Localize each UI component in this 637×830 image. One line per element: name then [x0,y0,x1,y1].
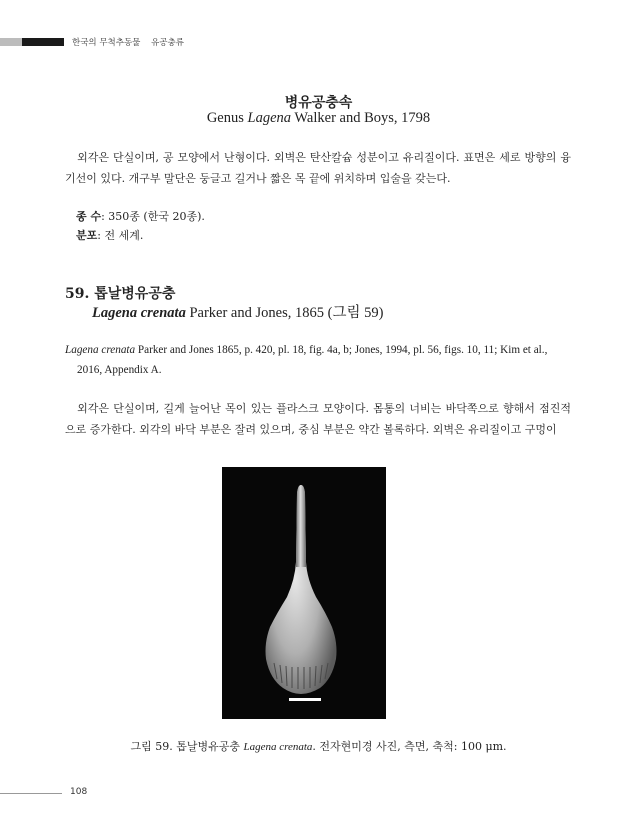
caption-prefix: 그림 59. 톱날병유공충 [130,740,244,753]
distribution-label: 분포 [76,229,98,242]
sem-specimen-illustration [222,467,386,719]
distribution-value: : 전 세계. [97,229,144,242]
species-heading: 59. 톱날병유공충 [65,286,176,302]
species-count [76,207,205,227]
genus-scientific-heading [0,110,637,127]
page-number: 108 [70,787,88,797]
header-bar-dark [22,38,64,46]
header-bar-light [0,38,22,46]
book-title: 한국의 무척추동물 [72,38,141,48]
running-header [72,36,192,48]
caption-suffix: . 전자현미경 사진, 측면, 축척: 100 μm. [312,740,507,753]
ref-line-1: Parker and Jones 1865, p. 420, pl. 18, fig. 4a, b; Jones, 1994, pl. 56, figs. 10, 11; Kim et al., [135,344,548,356]
species-scientific-heading [92,301,383,322]
caption-species-name: Lagena crenata [243,741,313,753]
sem-photo [222,467,386,719]
ref-line-2: 2016, Appendix A. [77,364,162,376]
scale-bar [289,698,321,701]
species-count-value: : 350종 (한국 20종). [101,210,205,223]
species-description: 외각은 단실이며, 길게 늘어난 목이 있는 플라스크 모양이다. 몸통의 너비는 바닥쪽으로 향해서 점진적으로 증가한다. 외각의 바닥 부분은 잘려 있으며, 중심 부분은 약간 볼록하다. 외벽은 유리질이고 구멍이 [65,402,571,436]
species-count-label: 종 수 [76,210,102,223]
genus-description: 외각은 단실이며, 공 모양에서 난형이다. 외벽은 탄산칼슘 성분이고 유리질이다. 표면은 세로 방향의 융기선이 있다. 개구부 말단은 둥글고 길거나 짧은 목 끝에 위치하며 입술을 갖는다. [65,151,571,185]
footer-rule [0,793,62,794]
species-references [65,340,573,380]
genus-authority: Walker and Boys, 1798 [294,110,431,126]
distribution [76,226,143,246]
volume-title: 유공충류 [151,38,184,48]
genus-prefix: Genus [206,110,244,126]
figure-caption [0,738,637,754]
species-authority: Parker and Jones, 1865 [189,305,324,321]
ref-species-name: Lagena crenata [65,344,136,356]
species-sci-name: Lagena crenata [92,305,186,321]
genus-korean-name: 병유공충속 [284,95,353,111]
genus-name: Lagena [247,110,292,126]
species-figure-ref: (그림 59) [327,305,384,321]
specimen-neck [296,485,306,567]
